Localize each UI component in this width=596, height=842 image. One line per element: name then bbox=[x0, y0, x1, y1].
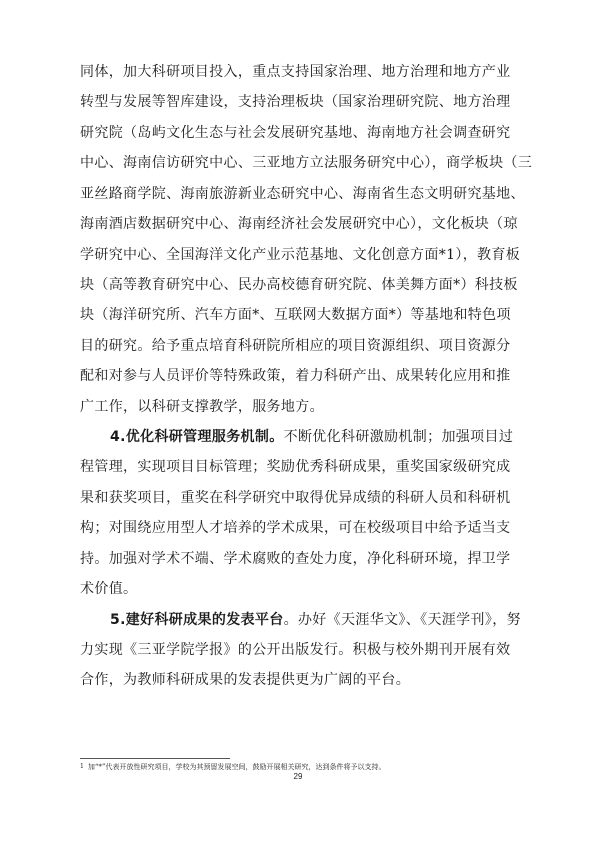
body-line: 研究院（岛屿文化生态与社会发展研究基地、海南地方社会调查研究 bbox=[80, 125, 511, 141]
section-5-text: 。办好《天涯华文》、《天涯学刊》，努 bbox=[283, 612, 521, 628]
body-line: 持。加强对学术不端、学术腐败的查处力度，净化科研环境，捍卫学 bbox=[80, 551, 511, 567]
body-line: 转型与发展等智库建设，支持治理板块（国家治理研究院、地方治理 bbox=[80, 94, 511, 110]
body-line: 块（海洋研究所、汽车方面*、互联网大数据方面*）等基地和特色项 bbox=[80, 307, 511, 323]
body-line: 果和获奖项目，重奖在科学研究中取得优异成绩的科研人员和科研机 bbox=[80, 490, 511, 506]
footnote-marker: 1 bbox=[80, 763, 84, 770]
section-4-heading: 4.优化科研管理服务机制。 bbox=[110, 429, 284, 445]
body-line: 力实现《三亚学院学报》的公开出版发行。积极与校外期刊开展有效 bbox=[80, 642, 511, 658]
section-4-first-line bbox=[110, 427, 513, 447]
section-5-heading: 5.建好科研成果的发表平台 bbox=[110, 612, 284, 628]
body-line: 配和对参与人员评价等特殊政策，着力科研产出、成果转化应用和推 bbox=[80, 368, 511, 384]
body-line: 同体，加大科研项目投入，重点支持国家治理、地方治理和地方产业 bbox=[80, 64, 511, 80]
body-line: 构；对围绕应用型人才培养的学术成果，可在校级项目中给予适当支 bbox=[80, 520, 511, 536]
body-line: 块（高等教育研究中心、民办高校德育研究院、体美舞方面*）科技板 bbox=[80, 277, 518, 293]
body-line: 广工作，以科研支撑教学，服务地方。 bbox=[80, 399, 324, 415]
body-line: 合作，为教师科研成果的发表提供更为广阔的平台。 bbox=[80, 672, 411, 688]
body-line: 中心、海南信访研究中心、三亚地方立法服务研究中心），商学板块（三 bbox=[80, 155, 533, 171]
body-line: 亚丝路商学院、海南旅游新业态研究中心、海南省生态文明研究基地、 bbox=[80, 186, 525, 202]
footnote bbox=[80, 762, 385, 772]
page-number: 29 bbox=[293, 772, 303, 781]
section-4-text: 不断优化科研激励机制；加强项目过 bbox=[283, 429, 514, 445]
body-line: 目的研究。给予重点培育科研院所相应的项目资源组织、项目资源分 bbox=[80, 338, 511, 354]
section-5-first-line bbox=[110, 610, 521, 630]
body-line: 海南酒店数据研究中心、海南经济社会发展研究中心），文化板块（琼 bbox=[80, 216, 518, 232]
footnote-divider bbox=[80, 758, 230, 759]
body-line: 术价值。 bbox=[80, 581, 138, 597]
footnote-text: 加“*”代表开放性研究项目，学校为其预留发展空间，鼓励开展相关研究，达到条件将予以支持。 bbox=[87, 763, 386, 771]
body-line: 程管理，实现项目目标管理；奖励优秀科研成果，重奖国家级研究成 bbox=[80, 459, 511, 475]
body-line: 学研究中心、全国海洋文化产业示范基地、文化创意方面*1），教育板 bbox=[80, 247, 521, 263]
